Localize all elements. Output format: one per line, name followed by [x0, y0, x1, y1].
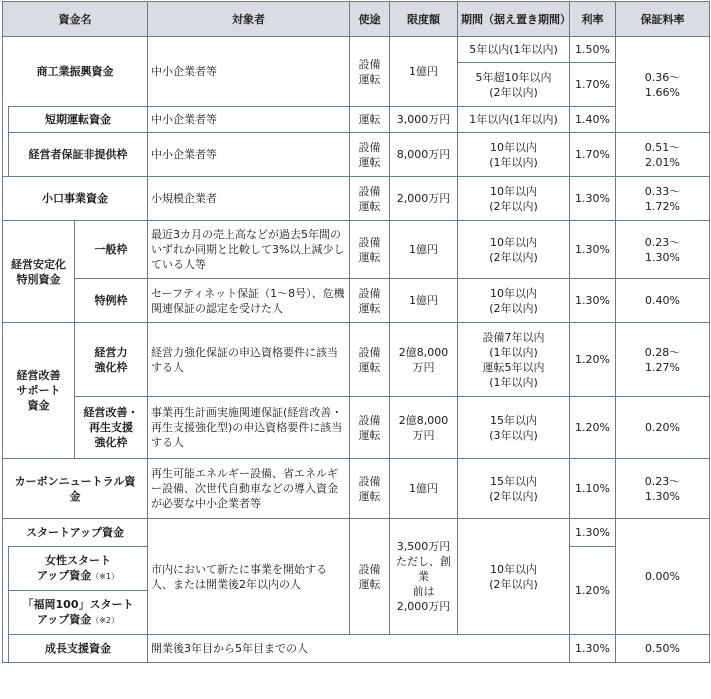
fund-name-saisei: 経営改善・ 再生支援 強化枠 — [75, 397, 148, 459]
use-ippan: 設備 運転 — [350, 221, 390, 279]
period-shoko-2: 5年超10年以内 (2年以内) — [458, 63, 570, 107]
limit-saisei: 2億8,000 万円 — [390, 397, 458, 459]
target-seicho: 開業後3年目から5年目までの人 — [148, 635, 570, 663]
rate-ippan: 1.30% — [570, 221, 616, 279]
use-tokurei: 設備 運転 — [350, 279, 390, 323]
fund-name-koguchi: 小口事業資金 — [3, 177, 148, 221]
rate-koguchi: 1.30% — [570, 177, 616, 221]
target-ippan: 最近3カ月の売上高などが過去5年間のいずれか同期と比較して3%以上減少している人等 — [148, 221, 350, 279]
header-period: 期間（据え置き期間） — [458, 2, 570, 37]
rate-shoko-2: 1.70% — [570, 63, 616, 107]
fund-name-josei — [9, 547, 148, 591]
fund-name-ippan: 一般枠 — [75, 221, 148, 279]
period-kyoka: 設備7年以内 (1年以内) 運転5年以内 (1年以内) — [458, 323, 570, 397]
use-shoko: 設備 運転 — [350, 37, 390, 107]
table-row — [3, 221, 710, 279]
period-koguchi: 10年以内 (2年以内) — [458, 177, 570, 221]
target-shoko: 中小企業者等 — [148, 37, 350, 107]
josei-label: 女性スタート アップ資金 — [36, 554, 111, 582]
table-row — [3, 133, 710, 177]
target-startup: 市内において新たに事業を開始する人、または開業後2年以内の人 — [148, 519, 350, 635]
period-ippan: 10年以内 (2年以内) — [458, 221, 570, 279]
header-fund: 資金名 — [3, 2, 148, 37]
table-row — [3, 397, 710, 459]
rate-tokurei: 1.30% — [570, 279, 616, 323]
rate-kyoka: 1.20% — [570, 323, 616, 397]
target-keieisha: 中小企業者等 — [148, 133, 350, 177]
rate-shoko-1: 1.50% — [570, 37, 616, 63]
loan-fund-table — [2, 1, 710, 663]
rate-tanki: 1.40% — [570, 107, 616, 133]
fund-group-antei: 経営安定化 特別資金 — [3, 221, 75, 323]
period-startup: 10年以内 (2年以内) — [458, 519, 570, 635]
use-kyoka: 設備 運転 — [350, 323, 390, 397]
period-shoko-1: 5年以内(1年以内) — [458, 37, 570, 63]
limit-startup: 3,500万円 ただし、創業 前は 2,000万円 — [390, 519, 458, 635]
guarantee-startup: 0.00% — [616, 519, 710, 635]
limit-koguchi: 2,000万円 — [390, 177, 458, 221]
rate-startup-sub: 1.20% — [570, 547, 616, 635]
table-row — [3, 323, 710, 397]
fund-name-keieisha: 経営者保証非提供枠 — [9, 133, 148, 177]
period-carbon: 15年以内 (2年以内) — [458, 459, 570, 519]
use-startup: 設備 運転 — [350, 519, 390, 635]
period-tokurei: 10年以内 (2年以内) — [458, 279, 570, 323]
rate-saisei: 1.20% — [570, 397, 616, 459]
fukuoka-note: （※2） — [91, 616, 120, 625]
use-tanki: 運転 — [350, 107, 390, 133]
limit-kyoka: 2億8,000 万円 — [390, 323, 458, 397]
fund-name-seicho: 成長支援資金 — [9, 635, 148, 663]
target-carbon: 再生可能エネルギー設備、省エネルギー設備、次世代自動車などの導入資金が必要な中小企業者等 — [148, 459, 350, 519]
fund-name-tanki: 短期運転資金 — [9, 107, 148, 133]
rate-startup: 1.30% — [570, 519, 616, 547]
table-row — [3, 279, 710, 323]
guarantee-carbon: 0.23～ 1.30% — [616, 459, 710, 519]
guarantee-ippan: 0.23～ 1.30% — [616, 221, 710, 279]
fukuoka-label: 「福岡100」スタート アップ資金 — [22, 598, 134, 626]
period-keieisha: 10年以内 (1年以内) — [458, 133, 570, 177]
fund-name-carbon: カーボンニュートラル資 金 — [3, 459, 148, 519]
header-use: 使途 — [350, 2, 390, 37]
limit-ippan: 1億円 — [390, 221, 458, 279]
table-row — [3, 519, 710, 547]
use-saisei: 設備 運転 — [350, 397, 390, 459]
table-row — [3, 107, 710, 133]
rate-seicho: 1.30% — [570, 635, 616, 663]
limit-shoko: 1億円 — [390, 37, 458, 107]
header-row — [3, 2, 710, 37]
guarantee-kyoka: 0.28～ 1.27% — [616, 323, 710, 397]
use-carbon: 設備 運転 — [350, 459, 390, 519]
guarantee-tokurei: 0.40% — [616, 279, 710, 323]
header-target: 対象者 — [148, 2, 350, 37]
header-limit: 限度額 — [390, 2, 458, 37]
limit-tokurei: 1億円 — [390, 279, 458, 323]
header-rate: 利率 — [570, 2, 616, 37]
header-guarantee: 保証料率 — [616, 2, 710, 37]
guarantee-seicho: 0.50% — [616, 635, 710, 663]
table-row — [3, 459, 710, 519]
josei-note: （※1） — [91, 572, 120, 581]
limit-carbon: 1億円 — [390, 459, 458, 519]
guarantee-shoko: 0.36～ 1.66% — [616, 37, 710, 133]
period-saisei: 15年以内 (3年以内) — [458, 397, 570, 459]
fund-group-kaizen: 経営改善 サポート 資金 — [3, 323, 75, 459]
guarantee-keieisha: 0.51～ 2.01% — [616, 133, 710, 177]
use-koguchi: 設備 運転 — [350, 177, 390, 221]
target-kyoka: 経営力強化保証の申込資格要件に該当する人 — [148, 323, 350, 397]
table-row — [3, 177, 710, 221]
target-saisei: 事業再生計画実施関連保証(経営改善・再生支援強化型)の申込資格要件に該当する人 — [148, 397, 350, 459]
rate-keieisha: 1.70% — [570, 133, 616, 177]
fund-name-startup: スタートアップ資金 — [3, 519, 148, 547]
target-tokurei: セーフティネット保証（1～8号）、危機関連保証の認定を受けた人 — [148, 279, 350, 323]
fund-name-shoko: 商工業振興資金 — [3, 37, 148, 107]
table-row — [3, 37, 710, 63]
guarantee-saisei: 0.20% — [616, 397, 710, 459]
rate-carbon: 1.10% — [570, 459, 616, 519]
fund-name-kyoka: 経営力 強化枠 — [75, 323, 148, 397]
target-tanki: 中小企業者等 — [148, 107, 350, 133]
period-tanki: 1年以内(1年以内) — [458, 107, 570, 133]
target-koguchi: 小規模企業者 — [148, 177, 350, 221]
use-keieisha: 設備 運転 — [350, 133, 390, 177]
limit-keieisha: 8,000万円 — [390, 133, 458, 177]
fund-name-fukuoka — [9, 591, 148, 635]
limit-tanki: 3,000万円 — [390, 107, 458, 133]
table-row — [3, 635, 710, 663]
fund-name-tokurei: 特例枠 — [75, 279, 148, 323]
guarantee-koguchi: 0.33～ 1.72% — [616, 177, 710, 221]
